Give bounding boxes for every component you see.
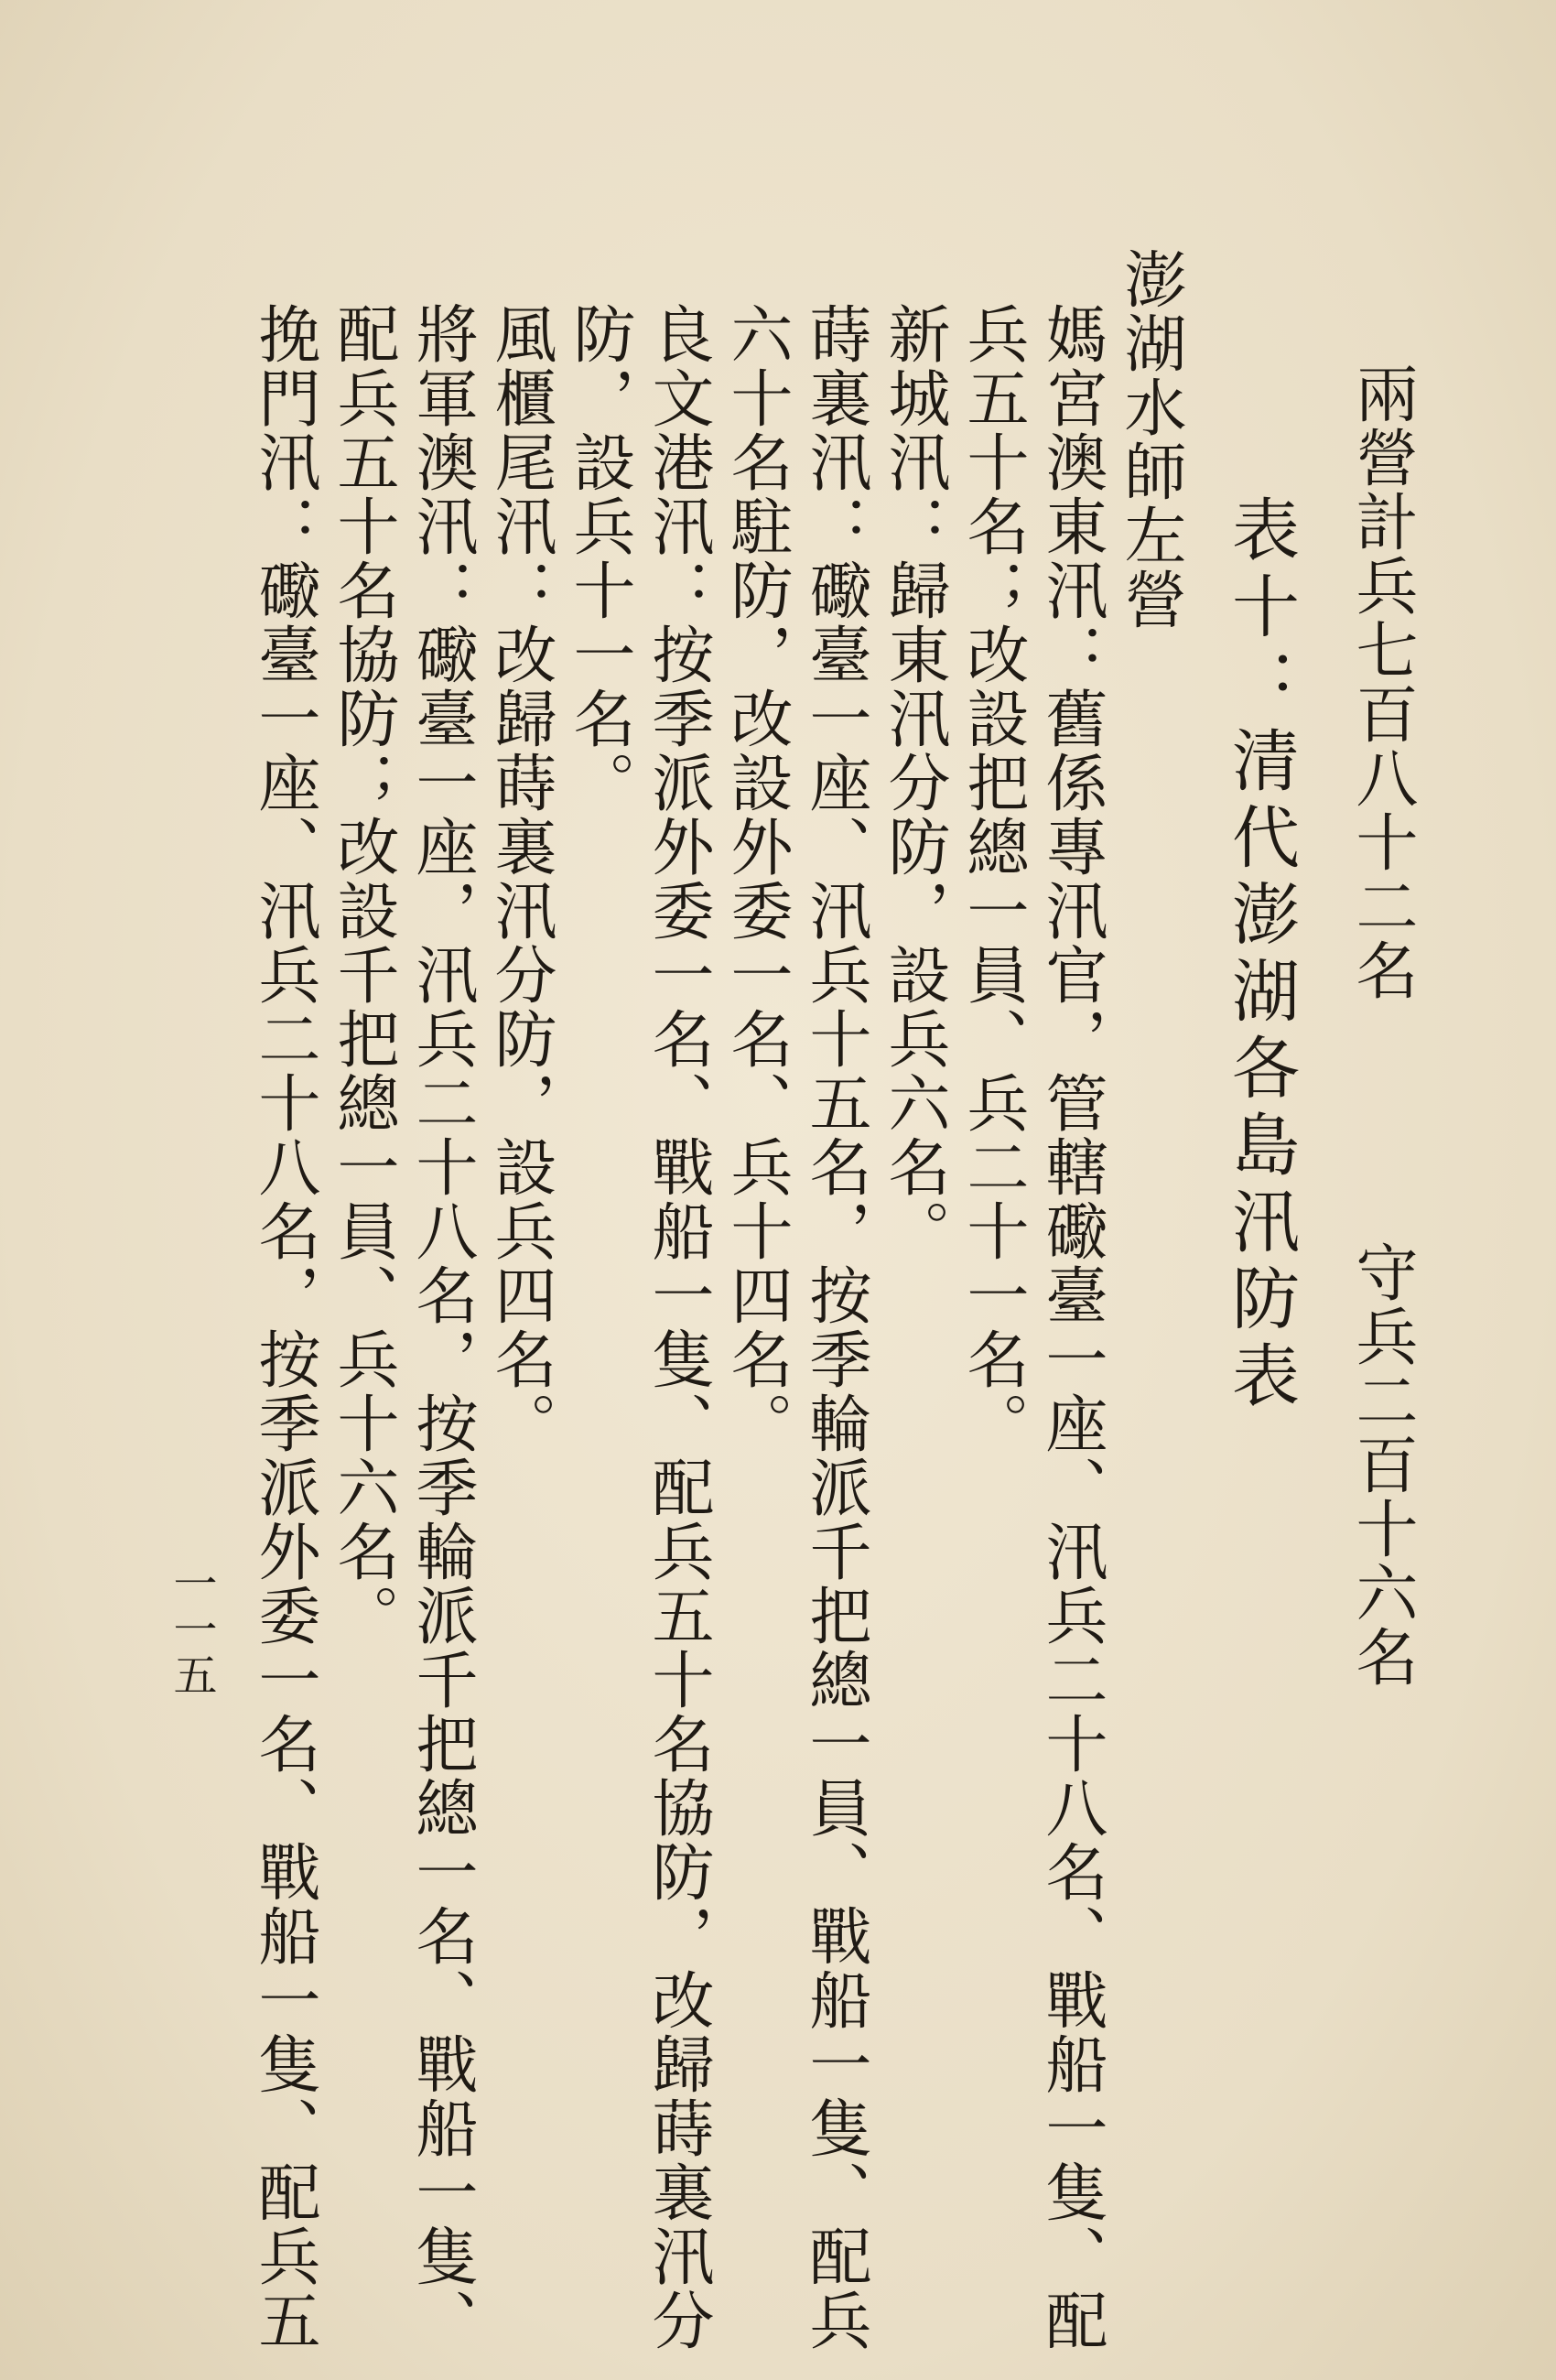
entry-line: 六十名駐防，改設外委一名、兵十四名。 — [720, 302, 793, 1455]
header-total-right: 守兵二百十六名 — [1345, 1240, 1418, 1689]
header-total-left: 兩營計兵七百八十二名 — [1345, 362, 1418, 1002]
entry-line: 防，設兵十一名。 — [563, 302, 635, 815]
entry-line: 風櫃尾汛：改歸蒔裏汛分防，設兵四名。 — [484, 302, 556, 1455]
section-heading: 澎湖水師左營 — [1114, 247, 1186, 632]
page-number: 一一五 — [166, 1561, 217, 1698]
entry-line: 挽門汛：礮臺一座、汛兵二十八名，按季派外委一名、戰船一隻、配兵五 — [248, 302, 320, 2353]
entry-line: 兵五十名；改設把總一員、兵二十一名。 — [956, 302, 1029, 1455]
entry-line: 媽宮澳東汛：舊係專汛官，管轄礮臺一座、汛兵二十八名、戰船一隻、配 — [1035, 302, 1108, 2353]
table-title: 表十：清代澎湖各島汛防表 — [1221, 494, 1300, 1417]
entry-line: 蒔裏汛：礮臺一座、汛兵十五名，按季輪派千把總一員、戰船一隻、配兵 — [799, 302, 871, 2353]
entry-line: 將軍澳汛：礮臺一座，汛兵二十八名，按季輪派千把總一名、戰船一隻、 — [405, 302, 478, 2353]
entry-line: 配兵五十名協防；改設千把總一員、兵十六名。 — [327, 302, 399, 1648]
entry-line: 良文港汛：按季派外委一名、戰船一隻、配兵五十名協防，改歸蒔裏汛分 — [642, 302, 714, 2353]
entry-line: 新城汛：歸東汛分防，設兵六名。 — [878, 302, 950, 1263]
